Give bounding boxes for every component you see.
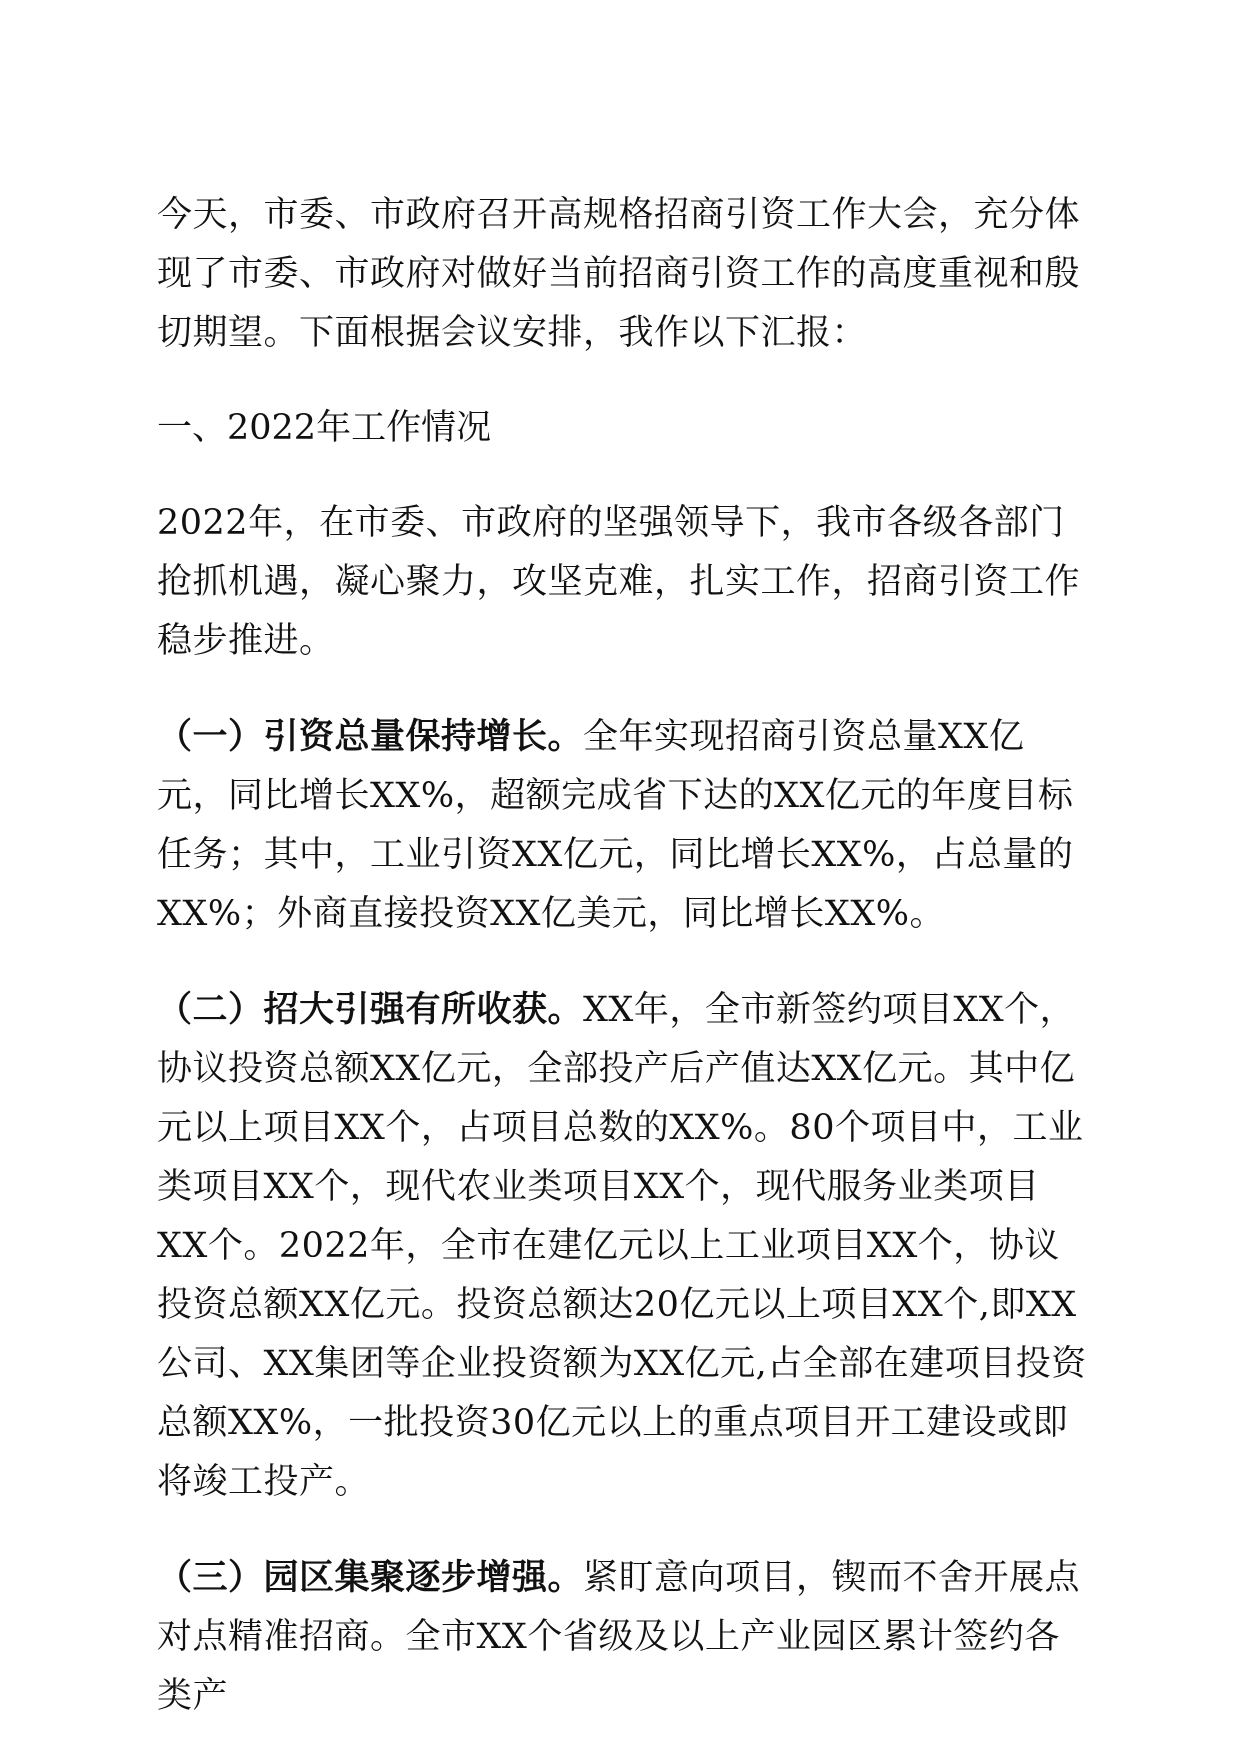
intro-paragraph: 今天，市委、市政府召开高规格招商引资工作大会，充分体现了市委、市政府对做好当前招商引资工作的高度重视和殷切期望。下面根据会议安排，我作以下汇报： bbox=[157, 195, 1081, 353]
item-body-1: 全年实现招商引资总量XX亿元，同比增长XX%，超额完成省下达的XX亿元的年度目标任务；其中，工业引资XX亿元，同比增长XX%，占总量的XX%；外商直接投资XX亿美元，同比增长XX%。 bbox=[157, 717, 1074, 934]
item-paragraph-2 bbox=[157, 980, 1087, 1512]
section-heading: 一、2022年工作情况 bbox=[157, 408, 492, 448]
item-body-2: XX年，全市新签约项目XX个，协议投资总额XX亿元，全部投产后产值达XX亿元。其中亿元以上项目XX个，占项目总数的XX%。80个项目中，工业类项目XX个，现代农业类项目XX个，现代服务业类项目XX个。2022年，全市在建亿元以上工业项目XX个，协议投资总额XX亿元。投资总额达20亿元以上项目XX个,即XX公司、XX集团等企业投资额为XX亿元,占全部在建项目投资总额XX%，一批投资30亿元以上的重点项目开工建设或即将竣工投产。 bbox=[157, 990, 1087, 1502]
item-paragraph-1 bbox=[157, 707, 1087, 944]
item-lead-2: （二）招大引强有所收获。 bbox=[157, 989, 584, 1030]
item-lead-1: （一）引资总量保持增长。 bbox=[157, 716, 584, 757]
item-lead-3: （三）园区集聚逐步增强。 bbox=[157, 1557, 584, 1598]
document-body bbox=[157, 186, 1087, 1762]
item-paragraph-3 bbox=[157, 1548, 1087, 1726]
item-body-3: 紧盯意向项目，锲而不舍开展点对点精准招商。全市XX个省级及以上产业园区累计签约各类产 bbox=[157, 1558, 1081, 1716]
section-intro-paragraph: 2022年，在市委、市政府的坚强领导下，我市各级各部门抢抓机遇，凝心聚力，攻坚克难，扎实工作，招商引资工作稳步推进。 bbox=[157, 503, 1081, 661]
